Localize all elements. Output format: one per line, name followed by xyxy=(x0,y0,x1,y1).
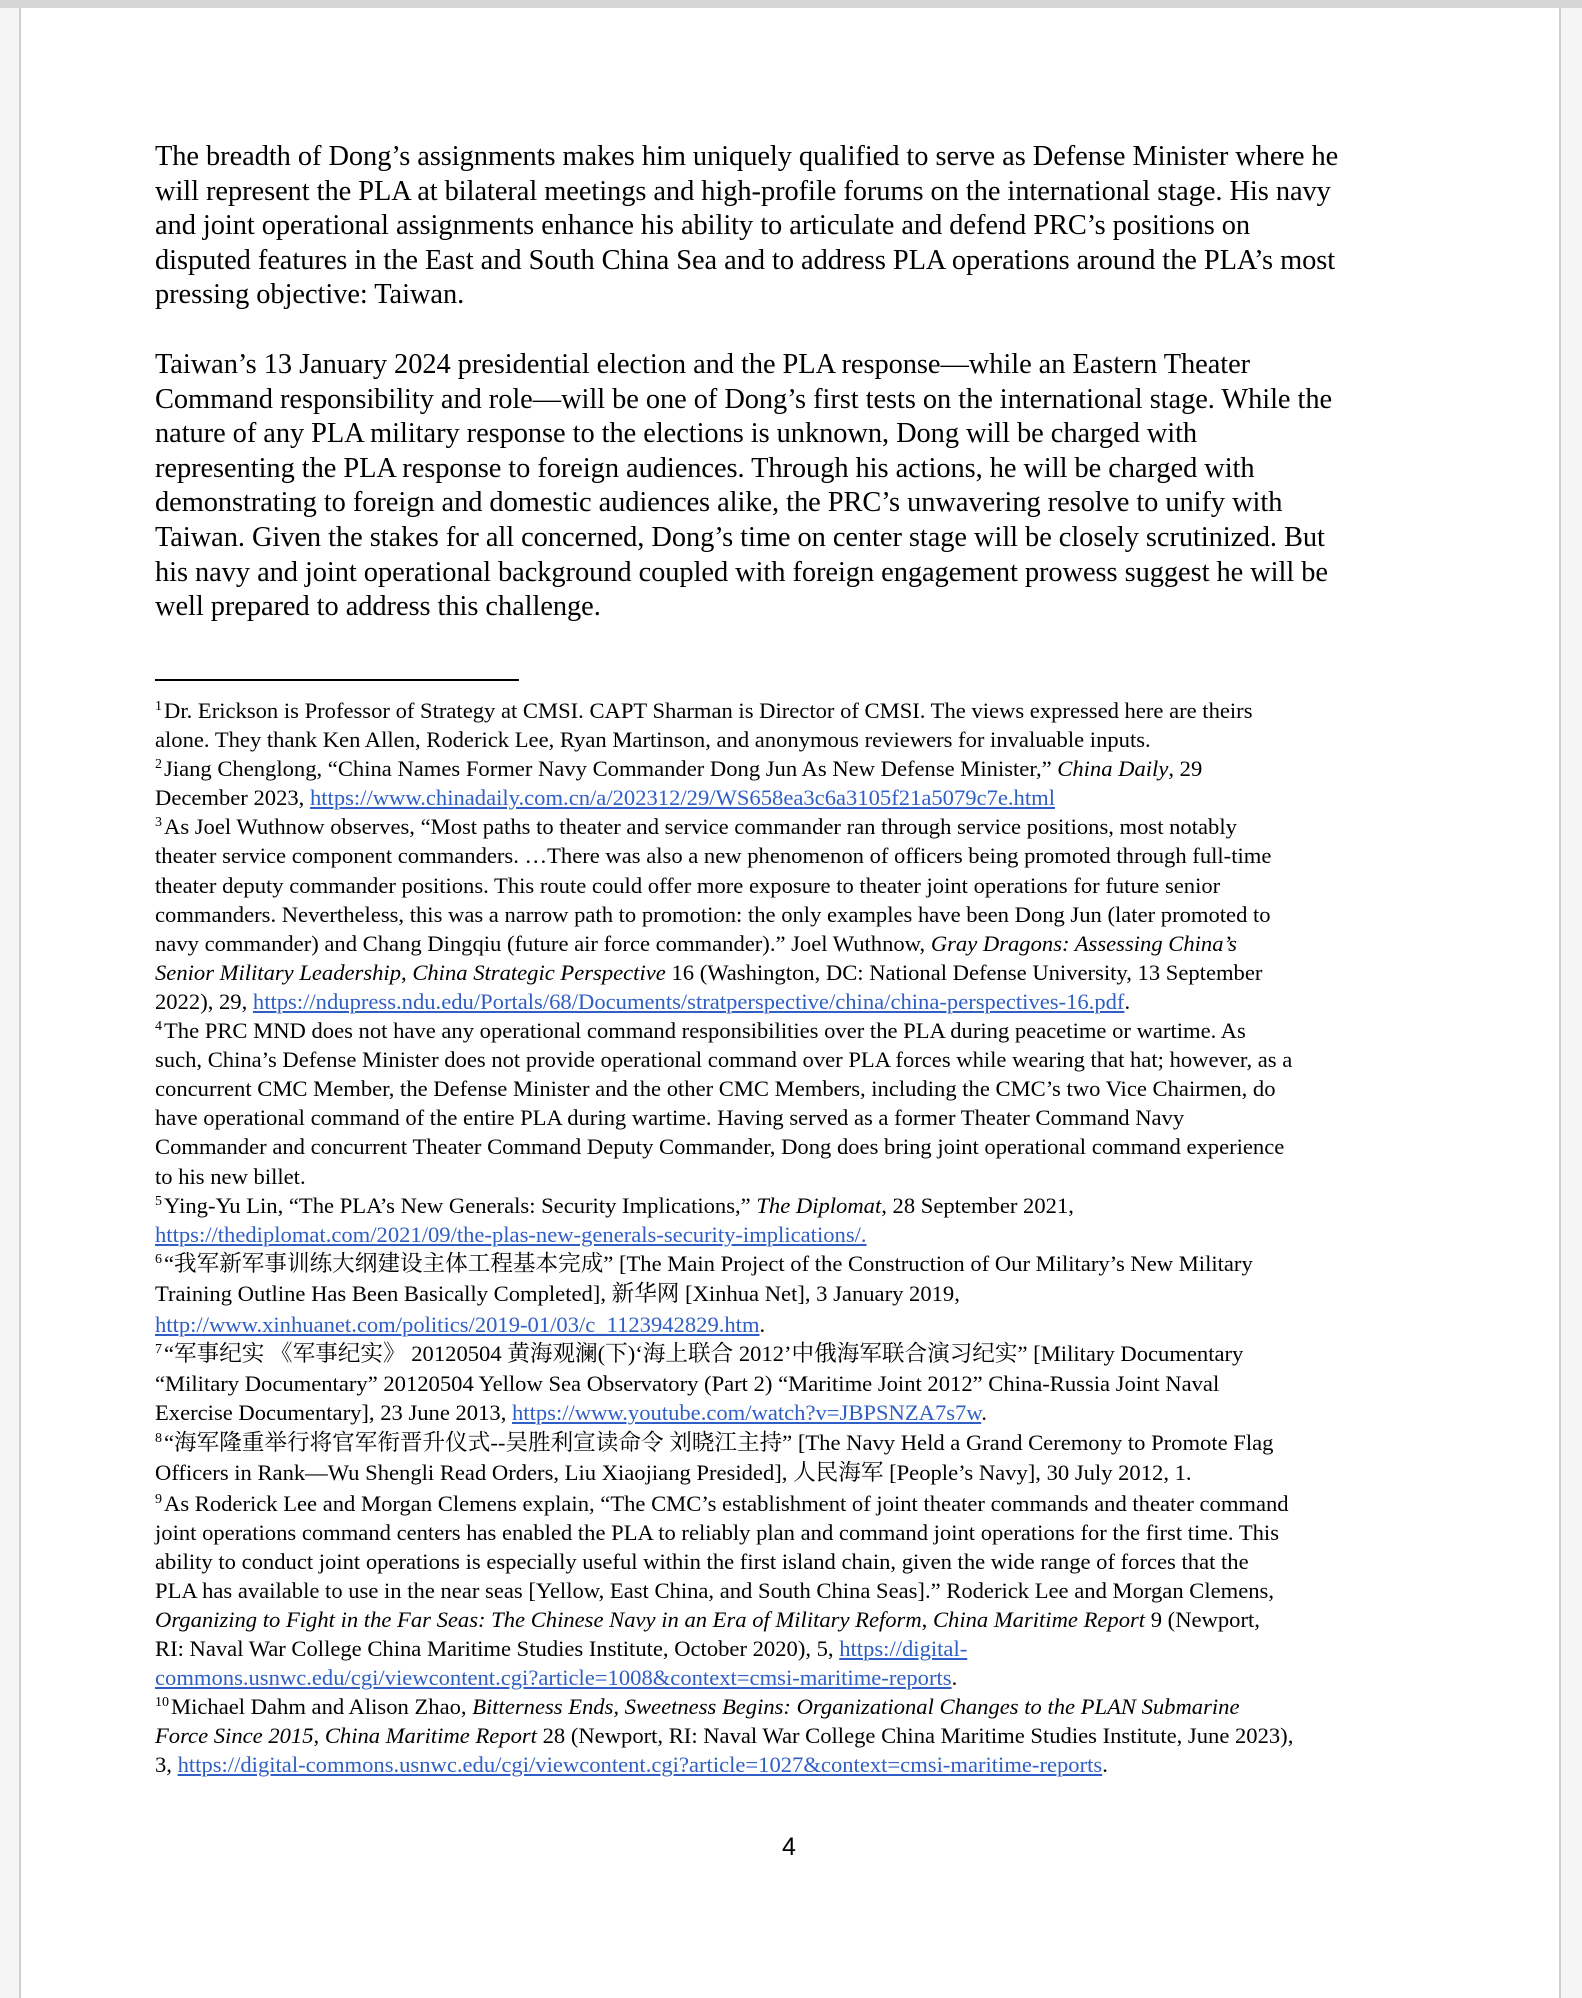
footnote-7-cont xyxy=(155,1398,1293,1427)
footnote-text: As Roderick Lee and Morgan Clemens explain, “The CMC’s establishment of joint theater commands and theater command xyxy=(164,1490,1289,1516)
footnote-2-cont xyxy=(155,783,1293,812)
footnote-text: Ying-Yu Lin, “The PLA’s New Generals: Security Implications,” xyxy=(164,1192,757,1218)
footnote-10-cont xyxy=(155,1721,1293,1750)
usnwc-1008-link-part1[interactable]: https://digital- xyxy=(839,1636,968,1662)
publication-title: China Daily xyxy=(1057,756,1169,782)
footnote-1 xyxy=(155,696,1293,725)
footnote-number: 4 xyxy=(155,1019,162,1035)
footnote-2 xyxy=(155,754,1293,783)
footnote-number: 7 xyxy=(155,1341,162,1357)
footnote-text: 3, xyxy=(155,1752,178,1778)
footnote-number: 3 xyxy=(155,815,162,831)
footnote-number: 9 xyxy=(155,1491,162,1507)
page-number: 4 xyxy=(782,1833,796,1861)
footnote-text: Exercise Documentary], 23 June 2013, xyxy=(155,1400,512,1426)
footnote-3-cont xyxy=(155,929,1293,958)
footnote-text: . xyxy=(951,1665,958,1691)
footnote-text: Dr. Erickson is Professor of Strategy at CMSI. CAPT Sharman is Director of CMSI. The views expressed here are theirs xyxy=(164,698,1253,723)
footnote-9-cont: joint operations command centers has enabled the PLA to reliably plan and command joint operations for the first time. This xyxy=(155,1519,1279,1545)
footnote-6-cont: Training Outline Has Been Basically Completed], 新华网 [Xinhua Net], 3 January 2019, xyxy=(155,1281,960,1307)
footnote-9 xyxy=(155,1489,1293,1518)
text-line: Taiwan. Given the stakes for all concerned, Dong’s time on center stage will be closely scrutinized. But xyxy=(155,521,1325,553)
chinadaily-link[interactable]: https://www.chinadaily.com.cn/a/202312/29/WS658ea3c6a3105f21a5079c7e.html xyxy=(309,785,1055,811)
series-title: China Maritime Report xyxy=(324,1723,537,1749)
footnote-10 xyxy=(155,1692,1293,1721)
footnote-4-cont: such, China’s Defense Minister does not provide operational command over PLA forces while wearing that hat; however, as a xyxy=(155,1047,1293,1073)
footnote-3-cont: commanders. Nevertheless, this was a narrow path to promotion: the only examples have been Dong Jun (later promoted to xyxy=(155,901,1271,927)
footnote-text: “海军隆重举行将官军衔晋升仪式--吴胜利宣读命令 刘晓江主持” [The Navy Held a Grand Ceremony to Promote Flag xyxy=(164,1429,1274,1455)
footnote-text: . xyxy=(1124,988,1131,1014)
text-line: and joint operational assignments enhance his ability to articulate and defend PRC’s positions on xyxy=(155,210,1251,242)
footnote-text: RI: Naval War College China Maritime Studies Institute, October 2020), 5, xyxy=(155,1636,840,1662)
text-line: well prepared to address this challenge. xyxy=(155,591,601,623)
footnote-4-cont: have operational command of the entire PLA during wartime. Having served as a former Theater Command Navy xyxy=(155,1105,1185,1131)
footnote-number: 1 xyxy=(155,699,162,714)
footnote-7-cont: “Military Documentary” 20120504 Yellow Sea Observatory (Part 2) “Maritime Joint 2012” China-Russia Joint Naval xyxy=(155,1371,1220,1397)
viewer-top-edge xyxy=(0,0,1582,8)
usnwc-1008-link-part2[interactable]: commons.usnwc.edu/cgi/viewcontent.cgi?article=1008&context=cmsi-maritime-reports xyxy=(155,1665,952,1691)
footnote-text: 9 (Newport, xyxy=(1145,1606,1260,1632)
footnote-4-cont: Commander and concurrent Theater Command Deputy Commander, Dong does bring joint operational command experience xyxy=(155,1134,1285,1160)
text-line: Taiwan’s 13 January 2024 presidential election and the PLA response—while an Eastern Theater xyxy=(155,349,1251,380)
footnotes xyxy=(155,696,1293,1780)
footnote-9-cont xyxy=(155,1605,1293,1634)
footnote-text: December 2023, xyxy=(155,785,310,811)
text-line: representing the PLA response to foreign audiences. Through his actions, he will be charged with xyxy=(155,452,1255,484)
footnote-text: 2022), 29, xyxy=(155,988,253,1014)
footnote-3-cont: theater service component commanders. …There was also a new phenomenon of officers being promoted through full-time xyxy=(155,843,1272,869)
footnote-number: 6 xyxy=(155,1251,162,1267)
footnote-text: Jiang Chenglong, “China Names Former Navy Commander Dong Jun As New Defense Minister,” xyxy=(164,756,1058,782)
footnote-text: “军事纪实 《军事纪实》 20120504 黄海观澜(下)‘海上联合 2012’中俄海军联合演习纪实” [Military Documentary xyxy=(164,1340,1244,1366)
footnote-3 xyxy=(155,812,1293,841)
ndupress-link[interactable]: https://ndupress.ndu.edu/Portals/68/Documents/stratperspective/china/china-perspectives-16.pdf xyxy=(252,988,1125,1014)
footnote-number: 5 xyxy=(155,1193,162,1209)
footnote-text: , xyxy=(313,1723,325,1749)
footnote-number: 8 xyxy=(155,1430,162,1446)
footnote-text: . xyxy=(981,1400,987,1426)
footnote-9-cont: PLA has available to use in the near seas [Yellow, East China, and South China Seas].” Roderick Lee and Morgan Clemens, xyxy=(155,1577,1274,1603)
body-paragraph-1 xyxy=(155,140,1338,313)
youtube-link[interactable]: https://www.youtube.com/watch?v=JBPSNZA7s7w xyxy=(512,1400,982,1426)
text-line: The breadth of Dong’s assignments makes him uniquely qualified to serve as Defense Minister where he xyxy=(155,141,1339,172)
text-line: his navy and joint operational background coupled with foreign engagement prowess suggest he will be xyxy=(155,556,1328,588)
footnote-text: navy commander) and Chang Dingqiu (future air force commander).” Joel Wuthnow, xyxy=(155,930,931,956)
footnote-text: 28 (Newport, RI: Naval War College China Maritime Studies Institute, June 2023), xyxy=(536,1723,1294,1749)
footnote-text: , 28 September 2021, xyxy=(881,1192,1074,1218)
footnote-6-cont xyxy=(155,1310,1293,1339)
footnote-1-cont: alone. They thank Ken Allen, Roderick Lee, Ryan Martinson, and anonymous reviewers for invaluable inputs. xyxy=(155,727,1151,753)
xinhuanet-link[interactable]: http://www.xinhuanet.com/politics/2019-01/03/c_1123942829.htm xyxy=(155,1311,760,1337)
text-line: pressing objective: Taiwan. xyxy=(155,279,465,311)
footnote-7 xyxy=(155,1339,1293,1370)
publication-title: Force Since 2015 xyxy=(155,1723,314,1749)
text-line: nature of any PLA military response to the elections is unknown, Dong will be charged with xyxy=(155,418,1198,450)
footnote-text: “我军新军事训练大纲建设主体工程基本完成” [The Main Project of the Construction of Our Military’s New Military xyxy=(164,1250,1253,1276)
publication-title: Organizing to Fight in the Far Seas: The Chinese Navy in an Era of Military Reform xyxy=(155,1606,922,1632)
footnote-text: , xyxy=(921,1606,933,1632)
footnote-3-cont xyxy=(155,958,1293,987)
footnote-separator xyxy=(155,679,519,681)
footnote-5-cont xyxy=(155,1220,1293,1249)
footnote-4 xyxy=(155,1016,1293,1045)
text-line: disputed features in the East and South China Sea and to address PLA operations around the PLA’s most xyxy=(155,244,1336,276)
series-title: China Strategic Perspective xyxy=(412,959,666,985)
footnote-text: , 29 xyxy=(1168,756,1203,782)
footnote-text: As Joel Wuthnow observes, “Most paths to theater and service commander ran through service positions, most notably xyxy=(164,814,1237,840)
footnote-9-cont xyxy=(155,1634,1293,1663)
publication-title: Gray Dragons: Assessing China’s xyxy=(930,930,1237,956)
text-line: Command responsibility and role—will be one of Dong’s first tests on the international stage. While the xyxy=(155,383,1333,415)
footnote-6 xyxy=(155,1249,1293,1280)
usnwc-1027-link[interactable]: https://digital-commons.usnwc.edu/cgi/viewcontent.cgi?article=1027&context=cmsi-maritime-reports xyxy=(177,1752,1103,1778)
footnote-9-cont xyxy=(155,1663,1293,1692)
footnote-text: Michael Dahm and Alison Zhao, xyxy=(171,1694,473,1720)
series-title: China Maritime Report xyxy=(932,1606,1146,1632)
text-line: will represent the PLA at bilateral meetings and high-profile forums on the international stage. His navy xyxy=(155,175,1331,207)
footnote-4-cont: to his new billet. xyxy=(155,1163,306,1189)
footnote-3-cont xyxy=(155,987,1293,1016)
text-line: demonstrating to foreign and domestic audiences alike, the PRC’s unwavering resolve to unify with xyxy=(155,487,1283,519)
footnote-4-cont: concurrent CMC Member, the Defense Minister and the other CMC Members, including the CMC’s two Vice Chairmen, do xyxy=(155,1076,1276,1102)
footnote-text: . xyxy=(759,1311,766,1337)
publication-title: Bitterness Ends, Sweetness Begins: Organizational Changes to the PLAN Submarine xyxy=(472,1694,1240,1720)
footnote-text: 16 (Washington, DC: National Defense University, 13 September xyxy=(665,959,1263,985)
footnote-8-cont: Officers in Rank—Wu Shengli Read Orders, Liu Xiaojiang Presided], 人民海军 [People’s Navy], 30 July 2012, 1. xyxy=(155,1460,1192,1486)
footnote-number: 10 xyxy=(155,1695,169,1711)
publication-title: The Diplomat xyxy=(756,1192,882,1218)
footnote-text: , xyxy=(401,959,413,985)
body-paragraph-2 xyxy=(155,348,1332,625)
footnote-9-cont: ability to conduct joint operations is especially useful within the first island chain, given the wide range of forces that the xyxy=(155,1548,1249,1574)
publication-title: Senior Military Leadership xyxy=(155,959,402,985)
footnote-number: 2 xyxy=(155,757,162,773)
footnote-text: The PRC MND does not have any operational command responsibilities over the PLA during peacetime or wartime. As xyxy=(164,1018,1246,1044)
footnote-10-cont xyxy=(155,1750,1293,1779)
footnote-5 xyxy=(155,1191,1293,1220)
footnote-3-cont: theater deputy commander positions. This route could offer more exposure to theater joint operations for future senior xyxy=(155,872,1221,898)
footnote-8 xyxy=(155,1428,1293,1459)
thediplomat-link[interactable]: https://thediplomat.com/2021/09/the-plas-new-generals-security-implications/. xyxy=(155,1221,867,1247)
footnote-text: . xyxy=(1102,1752,1108,1778)
